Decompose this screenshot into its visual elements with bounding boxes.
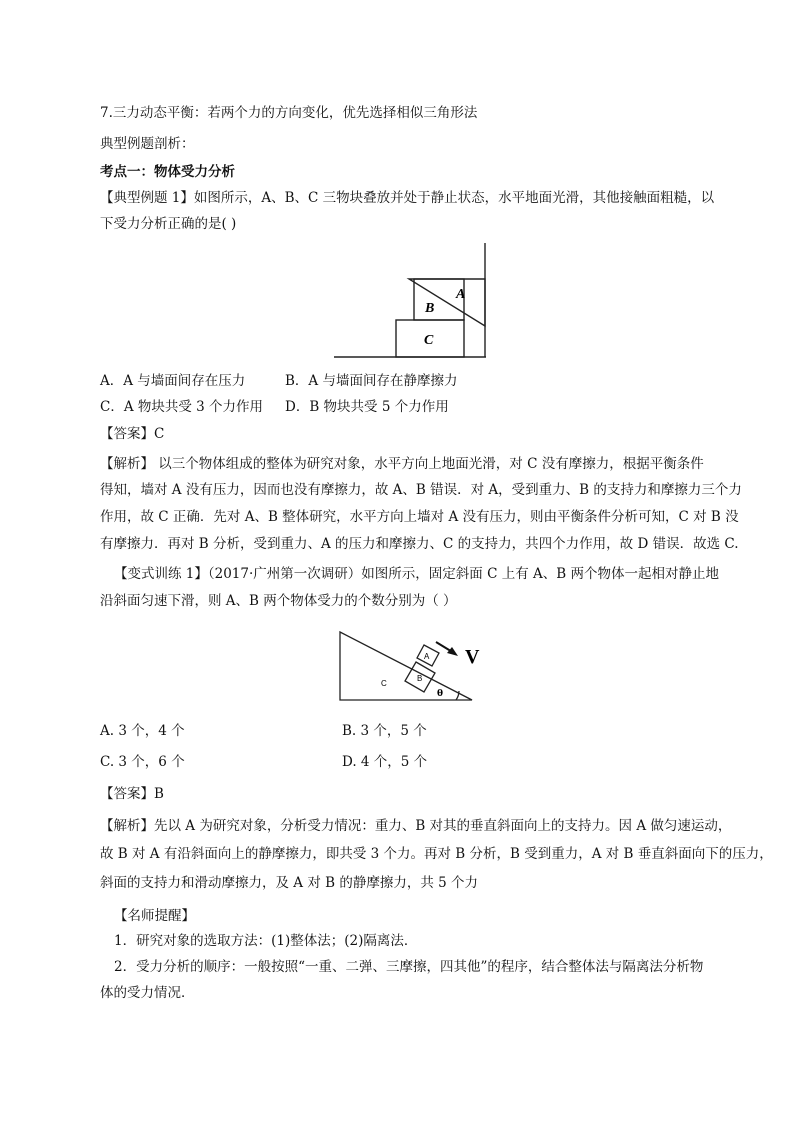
answer-1: 【答案】C — [100, 426, 165, 442]
item-7: 7.三力动态平衡：若两个力的方向变化，优先选择相似三角形法 — [100, 105, 478, 121]
label-theta: θ — [437, 689, 444, 699]
example-1-question: 【典型例题 1】如图所示，A、B、C 三物块叠放并处于静止状态，水平地面光滑，其他接触面粗糙，以 — [100, 190, 715, 206]
answer-2: 【答案】B — [100, 786, 164, 802]
example-1-question-cont: 下受力分析正确的是( ) — [100, 216, 237, 232]
label-a: A — [456, 287, 466, 302]
option-c-1: C．A 物块共受 3 个力作用 — [100, 399, 264, 415]
label-a-2: A — [424, 652, 430, 661]
option-a-1: A．A 与墙面间存在压力 — [100, 373, 246, 389]
variant-1-question: 【变式训练 1】（2017·广州第一次调研）如图所示，固定斜面 C 上有 A、B 两个物体一起相对静止地 — [114, 566, 719, 582]
option-d-1: D．B 物块共受 5 个力作用 — [285, 399, 449, 415]
analysis-2-line-2: 故 B 对 A 有沿斜面向上的静摩擦力，即共受 3 个力。再对 B 分析，B 受到重力，A 对 B 垂直斜面向下的压力， — [100, 846, 773, 862]
tip-2-cont: 体的受力情况． — [100, 985, 195, 1001]
analysis-1-line-4: 有摩擦力．再对 B 分析，受到重力、A 的压力和摩擦力、C 的支持力，共四个力作用，故 D 错误．故选 C. — [100, 536, 739, 552]
option-b-2: B. 3 个，5 个 — [342, 723, 427, 739]
label-c: C — [424, 333, 434, 348]
tip-2: 2．受力分析的顺序：一般按照“一重、二弹、三摩擦，四其他”的程序，结合整体法与隔离法分析物 — [114, 959, 704, 975]
label-v: V — [465, 646, 480, 668]
analysis-1-line-3: 作用，故 C 正确．先对 A、B 整体研究，水平方向上墙对 A 没有压力，则由平衡条件分析可知，C 对 B 没 — [100, 509, 739, 525]
analysis-2-line-1: 【解析】先以 A 为研究对象，分析受力情况：重力、B 对其的垂直斜面向上的支持力。因 A 做匀速运动， — [100, 818, 732, 834]
analysis-2-line-3: 斜面的支持力和滑动摩擦力，及 A 对 B 的静摩擦力，共 5 个力 — [100, 875, 479, 891]
option-a-2: A. 3 个，4 个 — [100, 723, 185, 739]
topic-heading: 考点一：物体受力分析 — [100, 164, 235, 180]
incline-c — [340, 632, 472, 700]
analysis-1-line-1: 【解析】 以三个物体组成的整体为研究对象，水平方向上地面光滑，对 C 没有摩擦力，根据平衡条件 — [100, 456, 704, 472]
label-c-2: C — [381, 679, 387, 688]
section-heading: 典型例题剖析： — [100, 136, 195, 152]
label-b-2: B — [417, 674, 423, 683]
tip-1: 1．研究对象的选取方法：(1)整体法；(2)隔离法． — [114, 933, 418, 949]
tip-title: 【名师提醒】 — [114, 908, 195, 924]
option-d-2: D. 4 个，5 个 — [342, 754, 428, 770]
option-c-2: C. 3 个，6 个 — [100, 754, 185, 770]
analysis-1-line-2: 得知，墙对 A 没有压力，因而也没有摩擦力，故 A、B 错误．对 A，受到重力、B 的支持力和摩擦力三个力 — [100, 482, 742, 498]
option-b-1: B．A 与墙面间存在静摩擦力 — [285, 373, 458, 389]
variant-1-question-cont: 沿斜面匀速下滑，则 A、B 两个物体受力的个数分别为（ ） — [100, 593, 457, 609]
figure-stacked-blocks — [334, 243, 488, 360]
label-b: B — [425, 301, 435, 316]
figure-incline — [338, 628, 488, 702]
block-a — [409, 279, 485, 326]
